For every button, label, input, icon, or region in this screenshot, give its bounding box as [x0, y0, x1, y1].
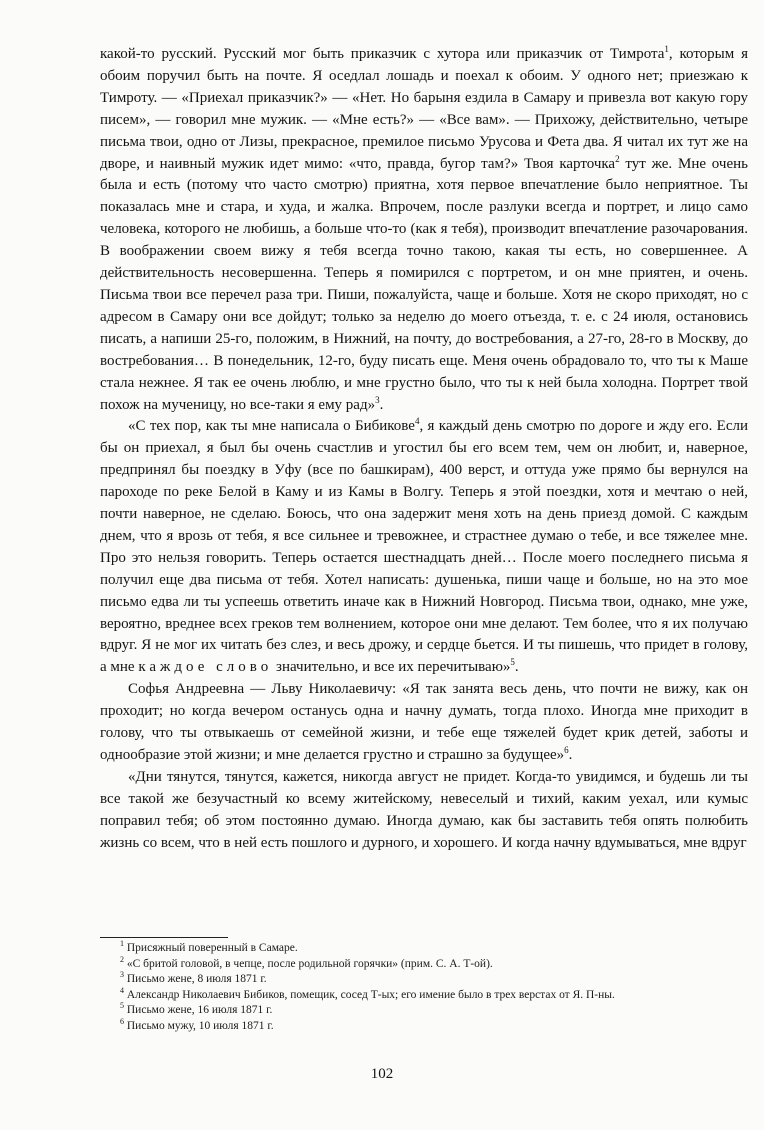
text-run: какой-то русский. Русский мог быть приказчик с хутора или приказчик от Тимрота	[100, 46, 665, 62]
footnote-number: 4	[120, 985, 124, 995]
footnote-ref: 4	[414, 416, 420, 427]
text-run: «С тех пор, как ты мне написала о Бибикове	[128, 418, 415, 435]
footnote-ref: 3	[375, 394, 380, 405]
text-run: тут же. Мне очень была и есть (потому что часто смотрю) приятна, хотя первое впечатление было неприятное. Ты показалась мне и стара, и худа, и жалка. Впрочем, после разлуки всегда и портрет, и лицо само человека, которого не любишь, а больше что-то (как я тебя), производит впечатление разочарования. В воображении своем вижу я тебя всегда точно такою, какая ты есть, но совершеннее. А действительность несовершенна. Теперь я помирился с портретом, и он мне приятен, и очень. Письма твои все перечел раза три. Пиши, пожалуйста, чаще и больше. Хотя не скоро приходят, но с адресом в Самару они все дойдут; только за неделю до моего отъезда, т. е. с 24 июля, остановись писать, а напиши 25-го, положим, в Нижний, на почту, до востребования, а 27-го, 28-го в Москву, до востребования… В понедельник, 12-го, буду писать еще. Меня очень обрадовало то, что ты к Маше стала нежнее. Я так ее очень люблю, и мне грустно было, что ты к ней была холодна. Портрет твой похож на мученицу, но все-таки я ему рад»	[100, 155, 748, 413]
footnote-text: Письмо мужу, 10 июля 1871 г.	[124, 1019, 274, 1032]
footnote-number: 3	[120, 970, 124, 980]
footnote-divider	[100, 937, 228, 938]
footnote-ref: 5	[510, 657, 515, 668]
footnote	[100, 985, 748, 1004]
footnote	[100, 941, 748, 957]
footnote	[100, 1003, 748, 1019]
footnote-ref: 1	[664, 44, 669, 54]
paragraph	[100, 44, 748, 416]
footnote-text: Присяжный поверенный в Самаре.	[124, 942, 298, 954]
footnote-number: 2	[120, 954, 124, 964]
text-run: значительно, и все их перечитываю»	[272, 659, 511, 676]
text-run: .	[379, 396, 384, 413]
footnote-ref: 6	[564, 745, 569, 755]
footnotes	[100, 941, 748, 1035]
spaced-emphasis: каждое слово	[138, 659, 273, 676]
text-run: Софья Андреевна — Льву Николаевичу: «Я так занята весь день, что почти не вижу, как он проходит; но когда вечером останусь одна и начну думать, тогда плохо. Иногда мне приходит в голову, что ты отвыкаешь от семейной жизни, и тебе еще тяжелей будет крик детей, заботы и однообразие этой жизни; и мне делается грустно и страшно за будущее»	[100, 681, 748, 763]
footnote	[100, 954, 748, 973]
main-text	[100, 44, 748, 855]
text-run: .	[568, 747, 573, 763]
footnote-number: 6	[120, 1017, 124, 1027]
paragraph	[100, 416, 748, 679]
text-run: , которым я обоим поручил быть на почте. Я оседлал лошадь и поехал к обоим. У одного нет; приезжаю к Тимроту. — «Приехал приказчик?» — «Нет. Но барыня ездила в Самару и привезла вот какую гору писем», — говорил мне мужик. — «Мне есть?» — «Все вам». — Прихожу, действительно, четыре письма твои, одно от Лизы, прекрасное, премилое письмо Урусова и Фета два. Я читал их тут же на дворе, и наивный мужик идет мимо: «что, правда, бугор там?» Твоя карточка	[100, 46, 749, 172]
footnote-number: 1	[120, 939, 124, 949]
paragraph	[100, 679, 748, 767]
page-number: 102	[370, 1066, 394, 1082]
footnote	[100, 972, 748, 988]
footnote-ref: 2	[615, 153, 620, 164]
footnote-text: Письмо жене, 8 июля 1871 г.	[124, 973, 267, 986]
footnote-text: Письмо жене, 16 июля 1871 г.	[124, 1004, 273, 1017]
footnote-number: 5	[120, 1001, 124, 1011]
text-run: , я каждый день смотрю по дороге и жду его. Если бы он приехал, я был бы очень счастлив и угостил бы его всем тем, чем он любит, и, наверное, предпринял бы поездку в Уфу (все по башкирам), 400 верст, и оттуда уже прямо бы вернулся на пароходе по реке Белой в Каму и из Камы в Волгу. Теперь я этой поездки, хотя и мечтаю о ней, почти наверное, не сделаю. Боюсь, что она задержит меня хоть на день приезд домой. С каждым днем, что я врозь от тебя, я все сильнее и тревожнее, и страстнее думаю о тебе, и все тяжелее мне. Про это нельзя говорить. Теперь остается шестнадцать дней… После моего последнего письма я получил еще два письма от тебя. Хотел написать: душенька, пиши чаще и больше, но на это мое письмо едва ли ты успеешь ответить иначе как в Нижний Новгород. Письма твои, однако, мне уже, вероятно, вреднее всех греков тем волнением, которое они мне делают. Тем более, что я их получаю вдруг. Я не мог их читать без слез, и весь дрожу, и сердце бьется. И ты пишешь, что придет в голову, а мне	[100, 418, 748, 676]
text-run: «Дни тянутся, тянутся, кажется, никогда август не придет. Когда-то увидимся, и будешь ли ты все такой же безучастный ко всему житейскому, невеселый и тихий, каким уехал, или кумыс поправил тебя; об этом постоянно думаю. Иногда думаю, как бы заставить тебя опять полюбить жизнь со всем, что в ней есть пошлого и дурного, и хорошего. И когда начну вдумываться, мне вдруг	[100, 768, 748, 851]
text-run: .	[514, 659, 519, 676]
footnote	[100, 1019, 748, 1035]
footnote-text: «С бритой головой, в чепце, после родильной горячки» (прим. С. А. Т-ой).	[124, 957, 493, 970]
paragraph	[100, 767, 748, 855]
footnote-text: Александр Николаевич Бибиков, помещик, сосед Т-ых; его имение было в трех верстах от Я. П-ны.	[124, 988, 615, 1001]
